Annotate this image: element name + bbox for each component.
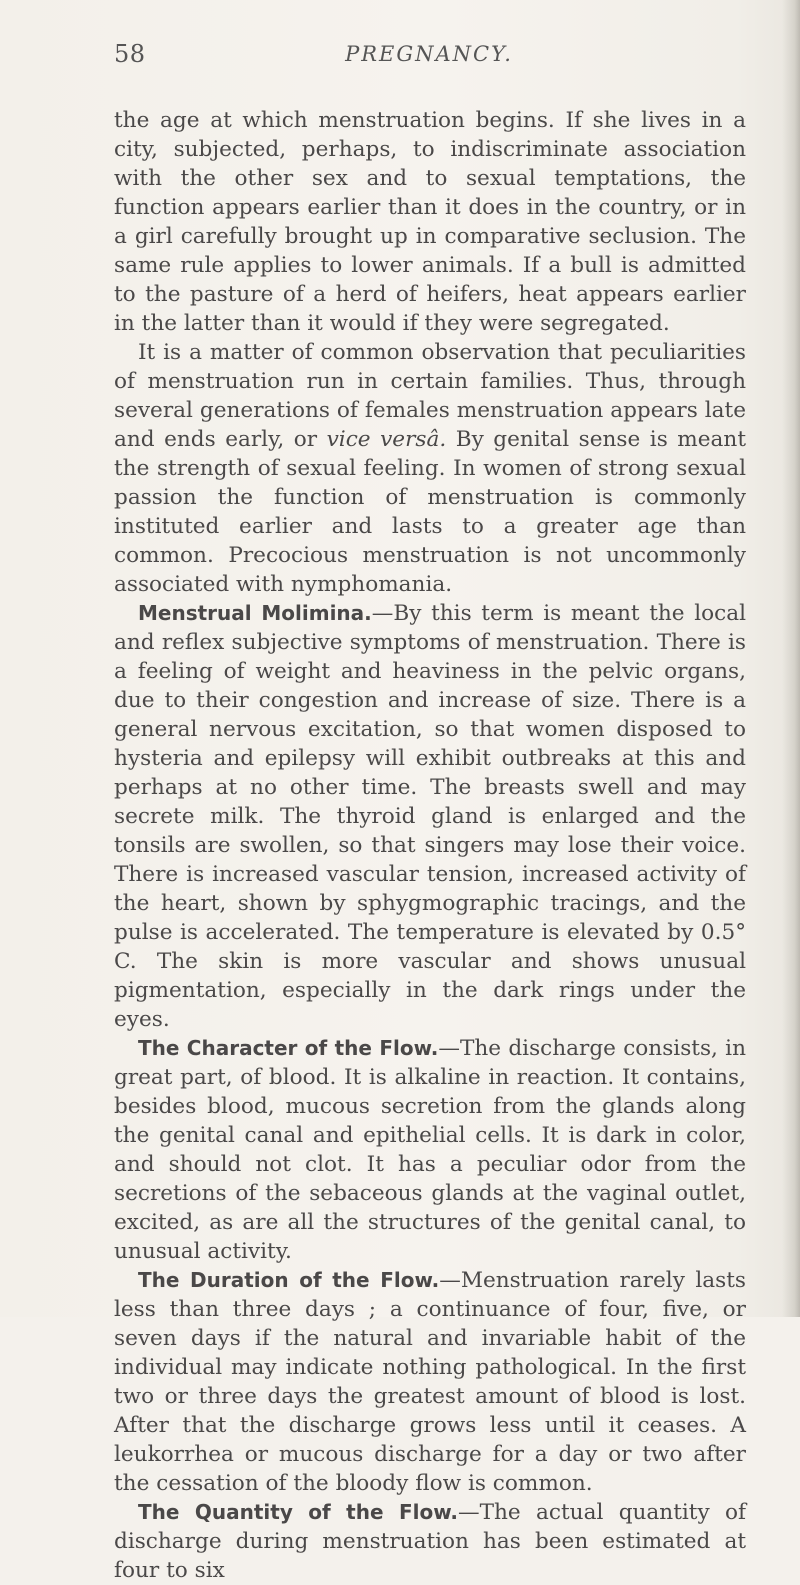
paragraph-age-of-onset: the age at which menstruation begins. If she lives in a city, subjected, perhaps, to indiscriminate association with the other sex and to sexual temptations, the function appears earlier than it does in the country, or in a girl carefully brought up in comparative seclusion. The same rule applies to lower animals. If a bull is admitted to the pasture of a herd of heifers, heat appears earlier in the latter than it would if they were segregated. — [114, 108, 746, 336]
page-header — [114, 40, 744, 80]
body-text — [114, 106, 746, 1585]
italic-term: vice versâ. — [326, 427, 447, 452]
side-heading-quantity-of-flow: The Quantity of the Flow. — [138, 1500, 459, 1524]
paragraph-character-of-flow: The Character of the Flow.—The discharge consists, in great part, of blood. It is alkaline in reaction. It contains, besides blood, mucous secretion from the glands along the genital canal and epithelial cells. It is dark in color, and should not clot. It has a peculiar odor from the secretions of the sebaceous glands at the vaginal outlet, excited, as are all the structures of the genital canal, to unusual activity. — [114, 1036, 746, 1264]
side-heading-duration-of-flow: The Duration of the Flow. — [138, 1268, 440, 1292]
side-heading-character-of-flow: The Character of the Flow. — [138, 1036, 439, 1060]
running-title: PREGNANCY. — [345, 42, 513, 66]
paragraph-duration-of-flow: The Duration of the Flow.—Menstruation rarely lasts less than three days ; a continuance of four, five, or seven days if the natural and invariable habit of the individual may indicate nothing pathological. In the first two or three days the greatest amount of blood is lost. After that the discharge grows less until it ceases. A leukorrhea or mucous discharge for a day or two after the cessation of the bloody flow is common. — [114, 1268, 746, 1496]
page-number: 58 — [114, 40, 146, 68]
side-heading-menstrual-molimina: Menstrual Molimina. — [138, 601, 372, 625]
paragraph-quantity-of-flow: The Quantity of the Flow.—The actual quantity of discharge during menstruation has been estimated at four to six — [114, 1500, 746, 1583]
page-edge-shadow — [782, 0, 800, 1317]
paragraph-heredity: It is a matter of common observation that peculiarities of menstruation run in certain families. Thus, through several generations of females menstruation appears late and ends early, or vice versâ. By genital sense is meant the strength of sexual feeling. In women of strong sexual passion the function of menstruation is commonly instituted earlier and lasts to a greater age than common. Precocious menstruation is not uncommonly associated with nymphomania. — [114, 340, 746, 597]
paragraph-menstrual-molimina: Menstrual Molimina.—By this term is meant the local and reflex subjective symptoms of menstruation. There is a feeling of weight and heaviness in the pelvic organs, due to their congestion and increase of size. There is a general nervous excitation, so that women disposed to hysteria and epilepsy will exhibit outbreaks at this and perhaps at no other time. The breasts swell and may secrete milk. The thyroid gland is enlarged and the tonsils are swollen, so that singers may lose their voice. There is increased vascular tension, increased activity of the heart, shown by sphygmographic tracings, and the pulse is accelerated. The temperature is elevated by 0.5° C. The skin is more vascular and shows unusual pigmentation, especially in the dark rings under the eyes. — [114, 601, 746, 1032]
